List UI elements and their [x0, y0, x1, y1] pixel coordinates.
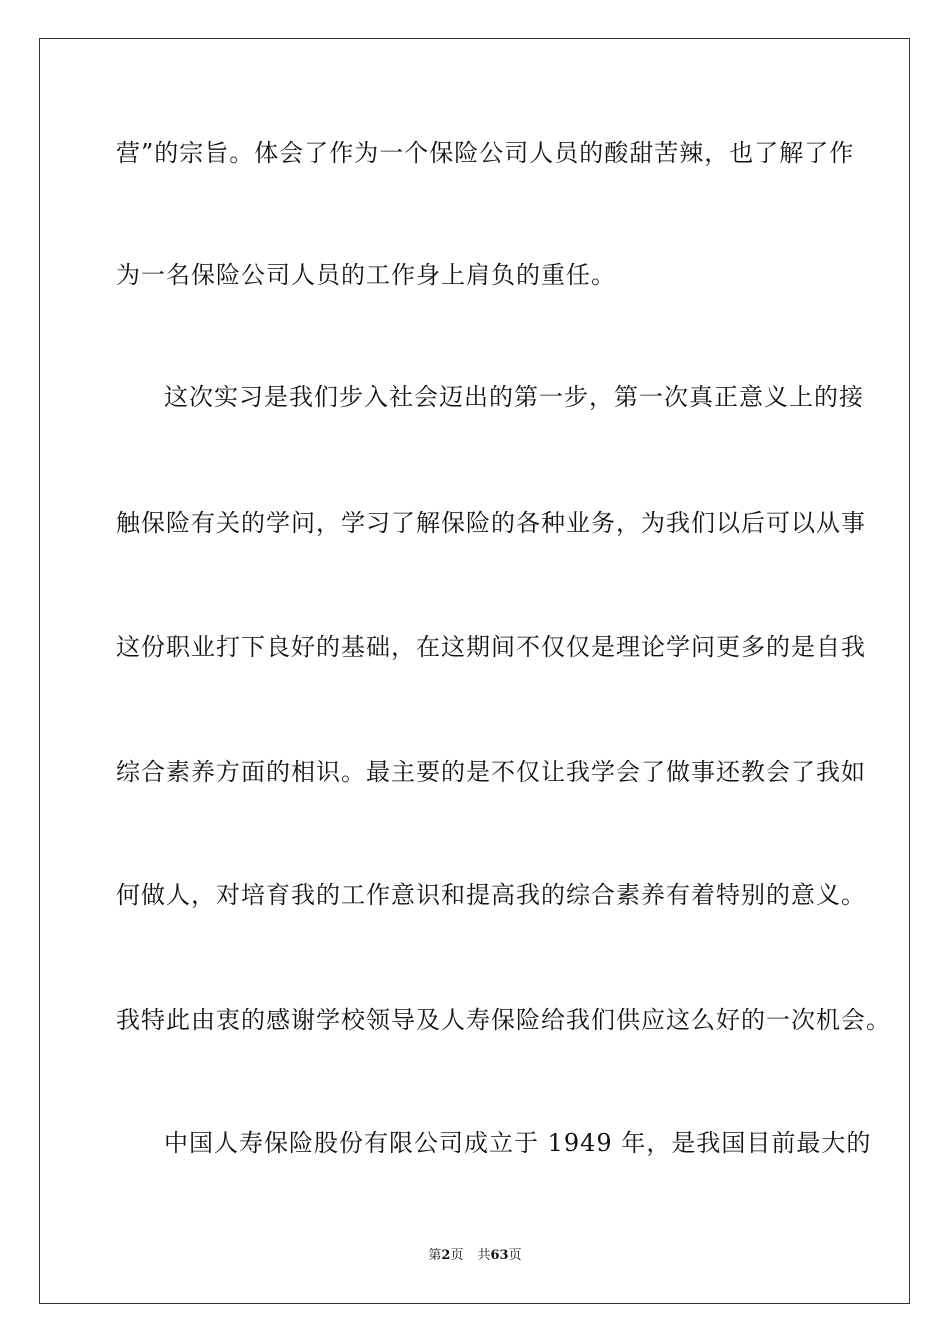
text-line: 何做人，对培育我的工作意识和提高我的综合素养有着特别的意义。: [116, 881, 866, 909]
paragraph-first-line: 这次实习是我们步入社会迈出的第一步，第一次真正意义上的接: [164, 383, 864, 411]
total-prefix: 共: [477, 1248, 491, 1263]
total-suffix: 页: [508, 1248, 522, 1263]
text-line: 这份职业打下良好的基础，在这期间不仅仅是理论学问更多的是自我: [116, 633, 866, 661]
page-border: [39, 38, 910, 1304]
total-pages: 63: [490, 1248, 509, 1263]
page-footer: [0, 1247, 950, 1265]
text-line: 我特此由衷的感谢学校领导及人寿保险给我们供应这么好的一次机会。: [116, 1006, 891, 1034]
page-suffix: 页: [450, 1248, 464, 1263]
text-line: 综合素养方面的相识。最主要的是不仅让我学会了做事还教会了我如: [116, 758, 866, 786]
text-line: 营”的宗旨。体会了作为一个保险公司人员的酸甜苦辣，也了解了作: [116, 139, 855, 167]
text-line: 为一名保险公司人员的工作身上肩负的重任。: [116, 261, 616, 289]
text-line: 触保险有关的学问，学习了解保险的各种业务，为我们以后可以从事: [116, 509, 866, 537]
page-prefix: 第: [428, 1248, 442, 1263]
page-number: 2: [441, 1248, 451, 1263]
paragraph-first-line: 中国人寿保险股份有限公司成立于 1949 年，是我国目前最大的: [164, 1129, 872, 1157]
